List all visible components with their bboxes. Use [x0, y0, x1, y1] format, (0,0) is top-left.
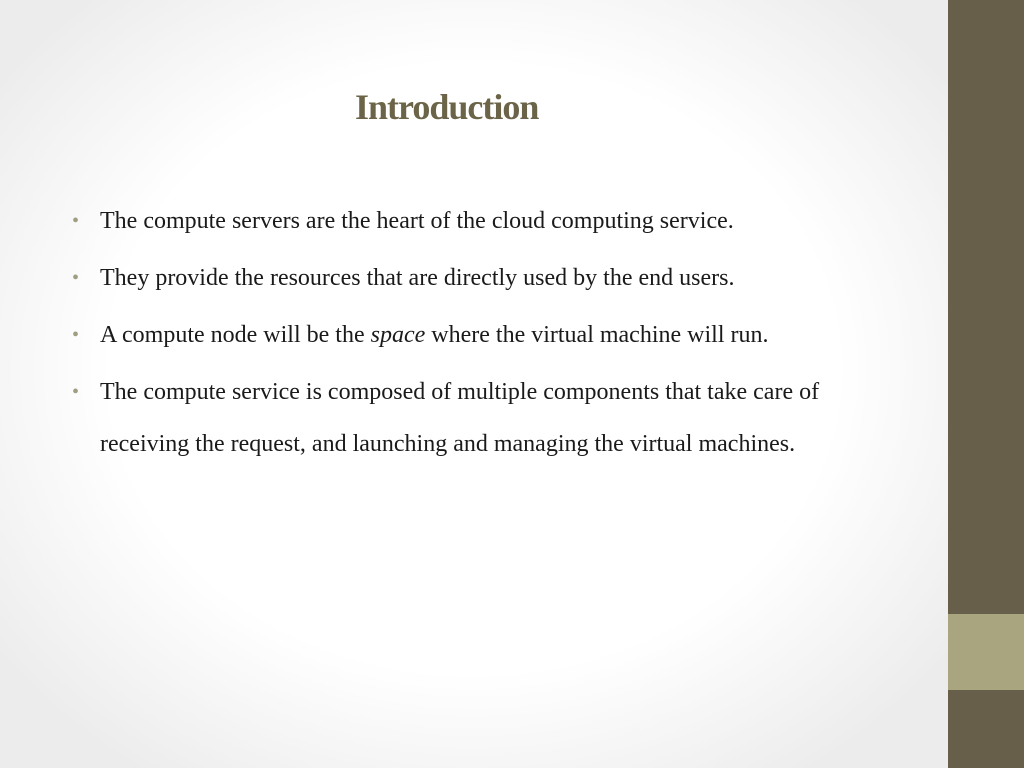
bullet-icon: •: [72, 381, 80, 403]
bullet-text-start: A compute node will be the: [100, 322, 371, 348]
bullet-text-emphasis: space: [370, 322, 426, 348]
bullet-item: [72, 252, 910, 304]
bullet-text: The compute servers are the heart of the cloud computing service.: [100, 208, 734, 234]
bullet-text: They provide the resources that are directly used by the end users.: [100, 265, 735, 291]
bullet-text-end: where the virtual machine will run.: [425, 322, 769, 348]
bullet-text: The compute service is composed of multiple components that take care of receiving the request, and launching and managing the virtual machines.: [100, 379, 820, 457]
bullet-icon: •: [72, 267, 80, 289]
bullet-item: [72, 195, 910, 247]
slide-title: Introduction: [355, 87, 539, 127]
bullet-item: [72, 366, 910, 470]
bullet-icon: •: [72, 324, 80, 346]
bullet-list: [72, 195, 910, 475]
sidebar-accent-block: [948, 614, 1024, 690]
bullet-icon: •: [72, 210, 80, 232]
bullet-item: [72, 309, 910, 361]
